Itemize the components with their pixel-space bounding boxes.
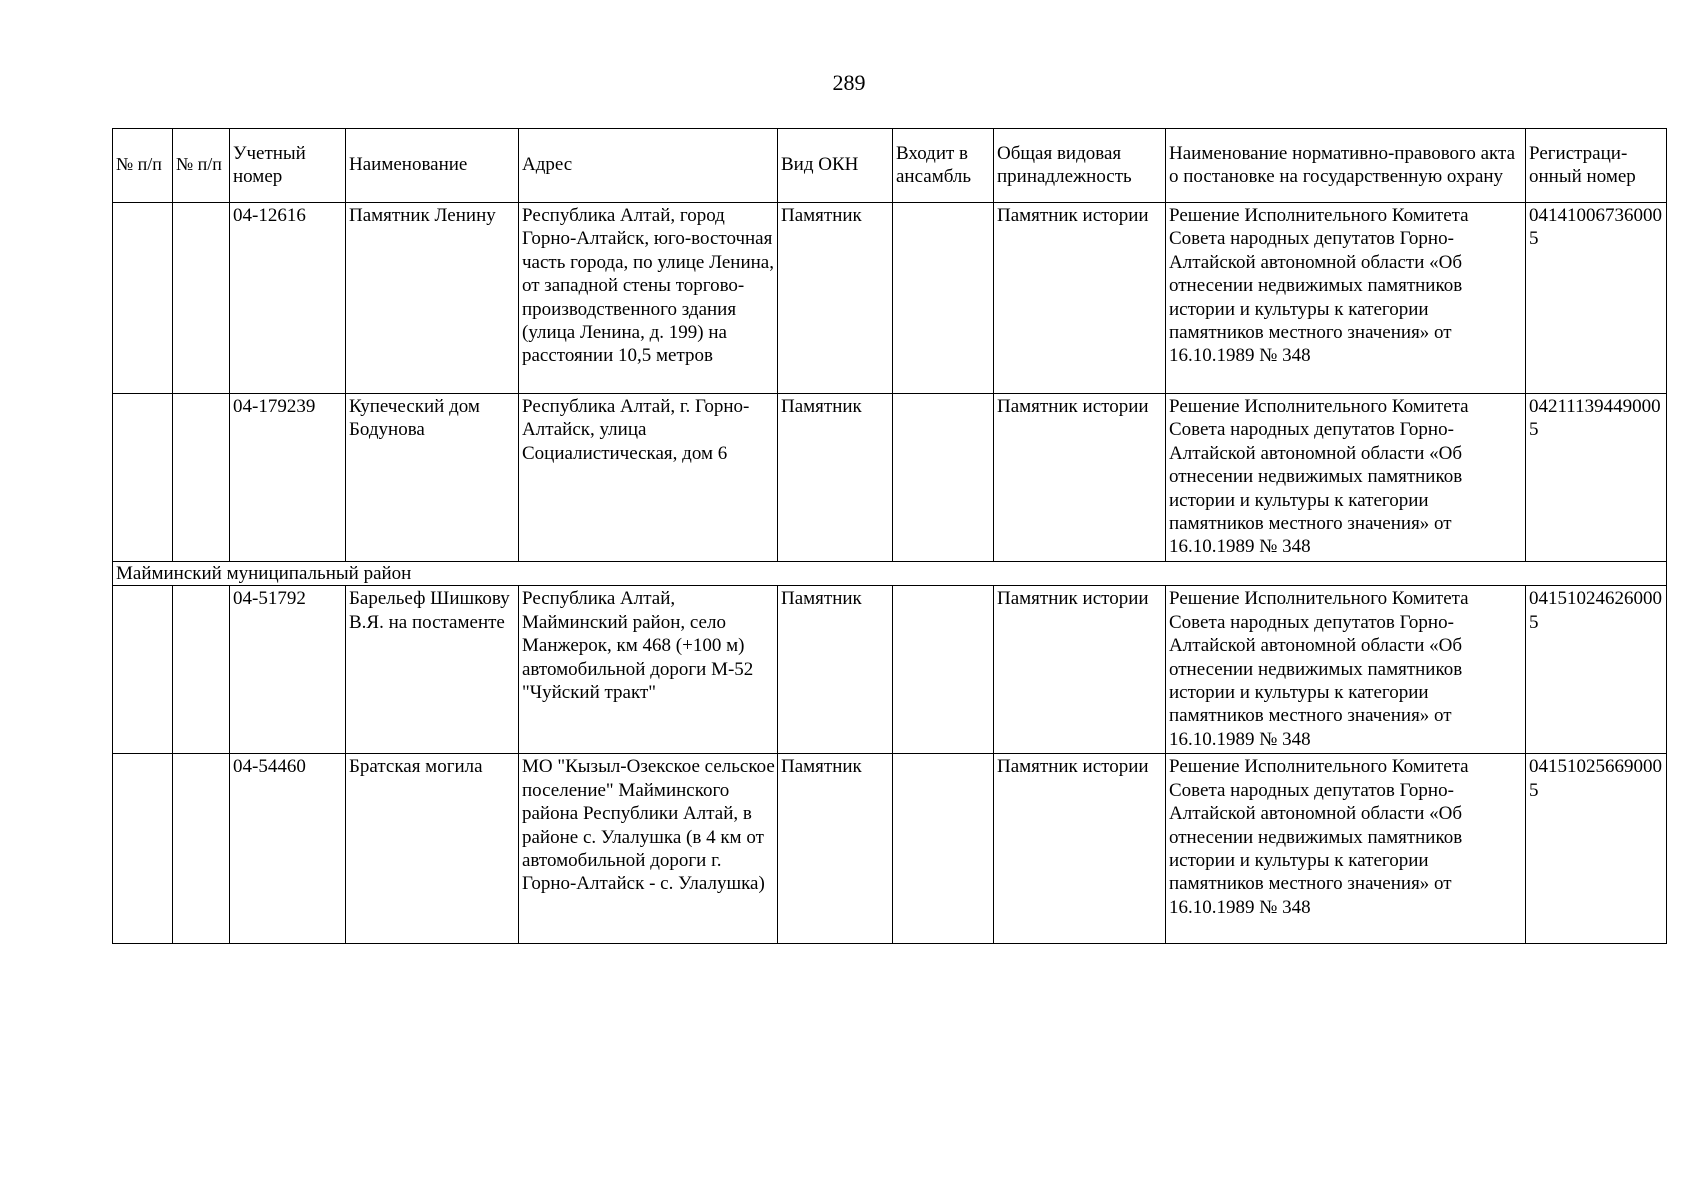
cell-account-number: 04-51792 <box>230 586 346 754</box>
cell-registration-number: 041510246260005 <box>1526 586 1667 754</box>
cell-okn-type: Памятник <box>778 754 893 944</box>
monuments-table <box>112 128 1667 944</box>
cell-legal-act: Решение Исполнительного Комитета Совета народных депутатов Горно-Алтайской автономной области «Об отнесении недвижимых памятников истории и культуры к категории памятников местного значения» от 16.10.1989 № 348 <box>1166 586 1526 754</box>
table-header-row <box>113 129 1667 203</box>
header-legal-act: Наименование нормативно-правового акта о постановке на государственную охрану <box>1166 129 1526 203</box>
cell-name: Барельеф Шишкову В.Я. на постаменте <box>346 586 519 754</box>
cell-name: Памятник Ленину <box>346 203 519 394</box>
header-registration-number: Регистраци-онный номер <box>1526 129 1667 203</box>
header-num1: № п/п <box>113 129 173 203</box>
cell-num2 <box>173 754 230 944</box>
cell-num2 <box>173 203 230 394</box>
cell-okn-type: Памятник <box>778 203 893 394</box>
cell-registration-number: 042111394490005 <box>1526 394 1667 562</box>
cell-address: Республика Алтай, г. Горно-Алтайск, улица Социалистическая, дом 6 <box>519 394 778 562</box>
cell-num2 <box>173 394 230 562</box>
cell-category: Памятник истории <box>994 754 1166 944</box>
section-title: Майминский муниципальный район <box>113 562 1667 586</box>
header-num2: № п/п <box>173 129 230 203</box>
cell-num1 <box>113 586 173 754</box>
cell-address: Республика Алтай, Майминский район, село Манжерок, км 468 (+100 м) автомобильной дороги М-52 "Чуйский тракт" <box>519 586 778 754</box>
table-row <box>113 754 1667 944</box>
cell-category: Памятник истории <box>994 394 1166 562</box>
cell-account-number: 04-54460 <box>230 754 346 944</box>
cell-account-number: 04-179239 <box>230 394 346 562</box>
cell-name: Братская могила <box>346 754 519 944</box>
page-number: 289 <box>832 70 866 95</box>
cell-address: Республика Алтай, город Горно-Алтайск, юго-восточная часть города, по улице Ленина, от западной стены торгово-производственного здания (улица Ленина, д. 199) на расстоянии 10,5 метров <box>519 203 778 394</box>
cell-ensemble <box>893 203 994 394</box>
cell-ensemble <box>893 586 994 754</box>
table-row <box>113 203 1667 394</box>
header-category: Общая видовая принадлежность <box>994 129 1166 203</box>
cell-okn-type: Памятник <box>778 586 893 754</box>
table-row <box>113 586 1667 754</box>
cell-num1 <box>113 203 173 394</box>
header-name: Наименование <box>346 129 519 203</box>
cell-category: Памятник истории <box>994 203 1166 394</box>
header-ensemble: Входит в ансамбль <box>893 129 994 203</box>
header-account-number: Учетный номер <box>230 129 346 203</box>
cell-registration-number: 041510256690005 <box>1526 754 1667 944</box>
cell-legal-act: Решение Исполнительного Комитета Совета народных депутатов Горно-Алтайской автономной области «Об отнесении недвижимых памятников истории и культуры к категории памятников местного значения» от 16.10.1989 № 348 <box>1166 203 1526 394</box>
header-address: Адрес <box>519 129 778 203</box>
cell-ensemble <box>893 394 994 562</box>
cell-num1 <box>113 754 173 944</box>
cell-ensemble <box>893 754 994 944</box>
cell-num2 <box>173 586 230 754</box>
cell-category: Памятник истории <box>994 586 1166 754</box>
cell-account-number: 04-12616 <box>230 203 346 394</box>
cell-num1 <box>113 394 173 562</box>
cell-registration-number: 041410067360005 <box>1526 203 1667 394</box>
section-row <box>113 562 1667 586</box>
cell-legal-act: Решение Исполнительного Комитета Совета народных депутатов Горно-Алтайской автономной области «Об отнесении недвижимых памятников истории и культуры к категории памятников местного значения» от 16.10.1989 № 348 <box>1166 394 1526 562</box>
cell-name: Купеческий дом Бодунова <box>346 394 519 562</box>
header-okn-type: Вид ОКН <box>778 129 893 203</box>
cell-okn-type: Памятник <box>778 394 893 562</box>
cell-address: МО "Кызыл-Озекское сельское поселение" Майминского района Республики Алтай, в районе с. Улалушка (в 4 км от автомобильной дороги г. Горно-Алтайск - с. Улалушка) <box>519 754 778 944</box>
cell-legal-act: Решение Исполнительного Комитета Совета народных депутатов Горно-Алтайской автономной области «Об отнесении недвижимых памятников истории и культуры к категории памятников местного значения» от 16.10.1989 № 348 <box>1166 754 1526 944</box>
table-row <box>113 394 1667 562</box>
